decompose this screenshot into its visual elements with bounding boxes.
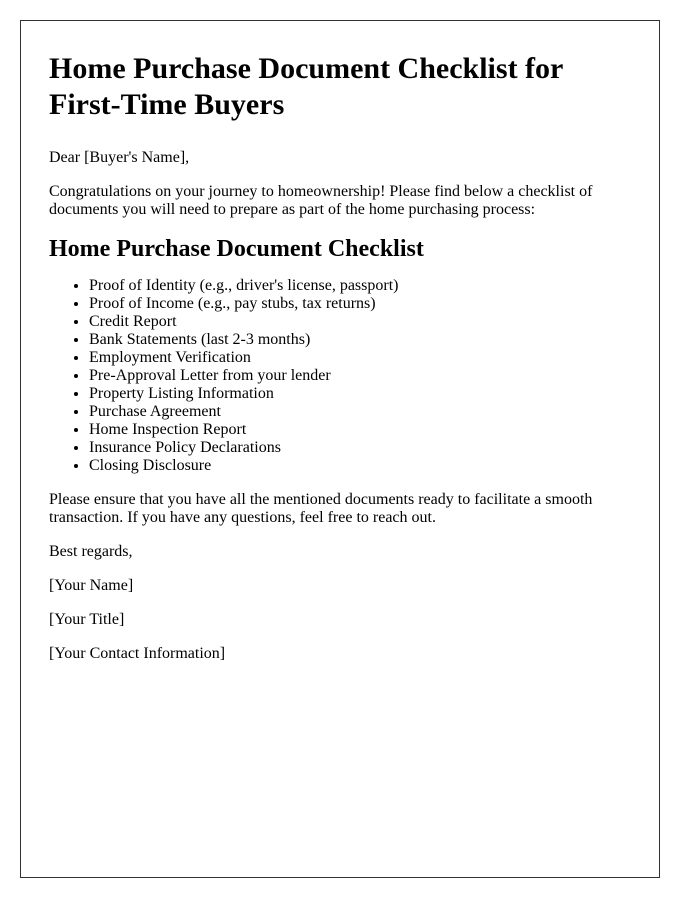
checklist-heading: Home Purchase Document Checklist — [49, 236, 424, 262]
checklist-item: • Proof of Income (e.g., pay stubs, tax returns) — [89, 295, 631, 313]
checklist-item: • Proof of Identity (e.g., driver's license, passport) — [89, 277, 631, 295]
checklist-item: • Bank Statements (last 2-3 months) — [89, 331, 631, 349]
checklist-item: • Pre-Approval Letter from your lender — [89, 367, 631, 385]
sign-off: Best regards, — [49, 543, 133, 560]
greeting: Dear [Buyer's Name], — [49, 149, 190, 166]
signature-contact: [Your Contact Information] — [49, 645, 226, 662]
letter-page — [20, 20, 660, 878]
signature-title: [Your Title] — [49, 611, 125, 628]
signature-name: [Your Name] — [49, 577, 134, 594]
checklist-item: • Insurance Policy Declarations — [89, 439, 631, 457]
document-title: Home Purchase Document Checklist for First-Time Buyers — [49, 52, 563, 121]
checklist-item: • Home Inspection Report — [89, 421, 631, 439]
checklist-item: • Employment Verification — [89, 349, 631, 367]
intro-paragraph: Congratulations on your journey to homeownership! Please find below a checklist of documents you will need to prepare as part of the home purchasing process: — [49, 183, 593, 218]
checklist-item: • Closing Disclosure — [89, 457, 631, 475]
checklist-item: • Credit Report — [89, 313, 631, 331]
checklist-item: • Property Listing Information — [89, 385, 631, 403]
closing-paragraph: Please ensure that you have all the mentioned documents ready to facilitate a smooth transaction. If you have any questions, feel free to reach out. — [49, 491, 593, 526]
checklist-item: • Purchase Agreement — [89, 403, 631, 421]
checklist — [49, 277, 631, 475]
